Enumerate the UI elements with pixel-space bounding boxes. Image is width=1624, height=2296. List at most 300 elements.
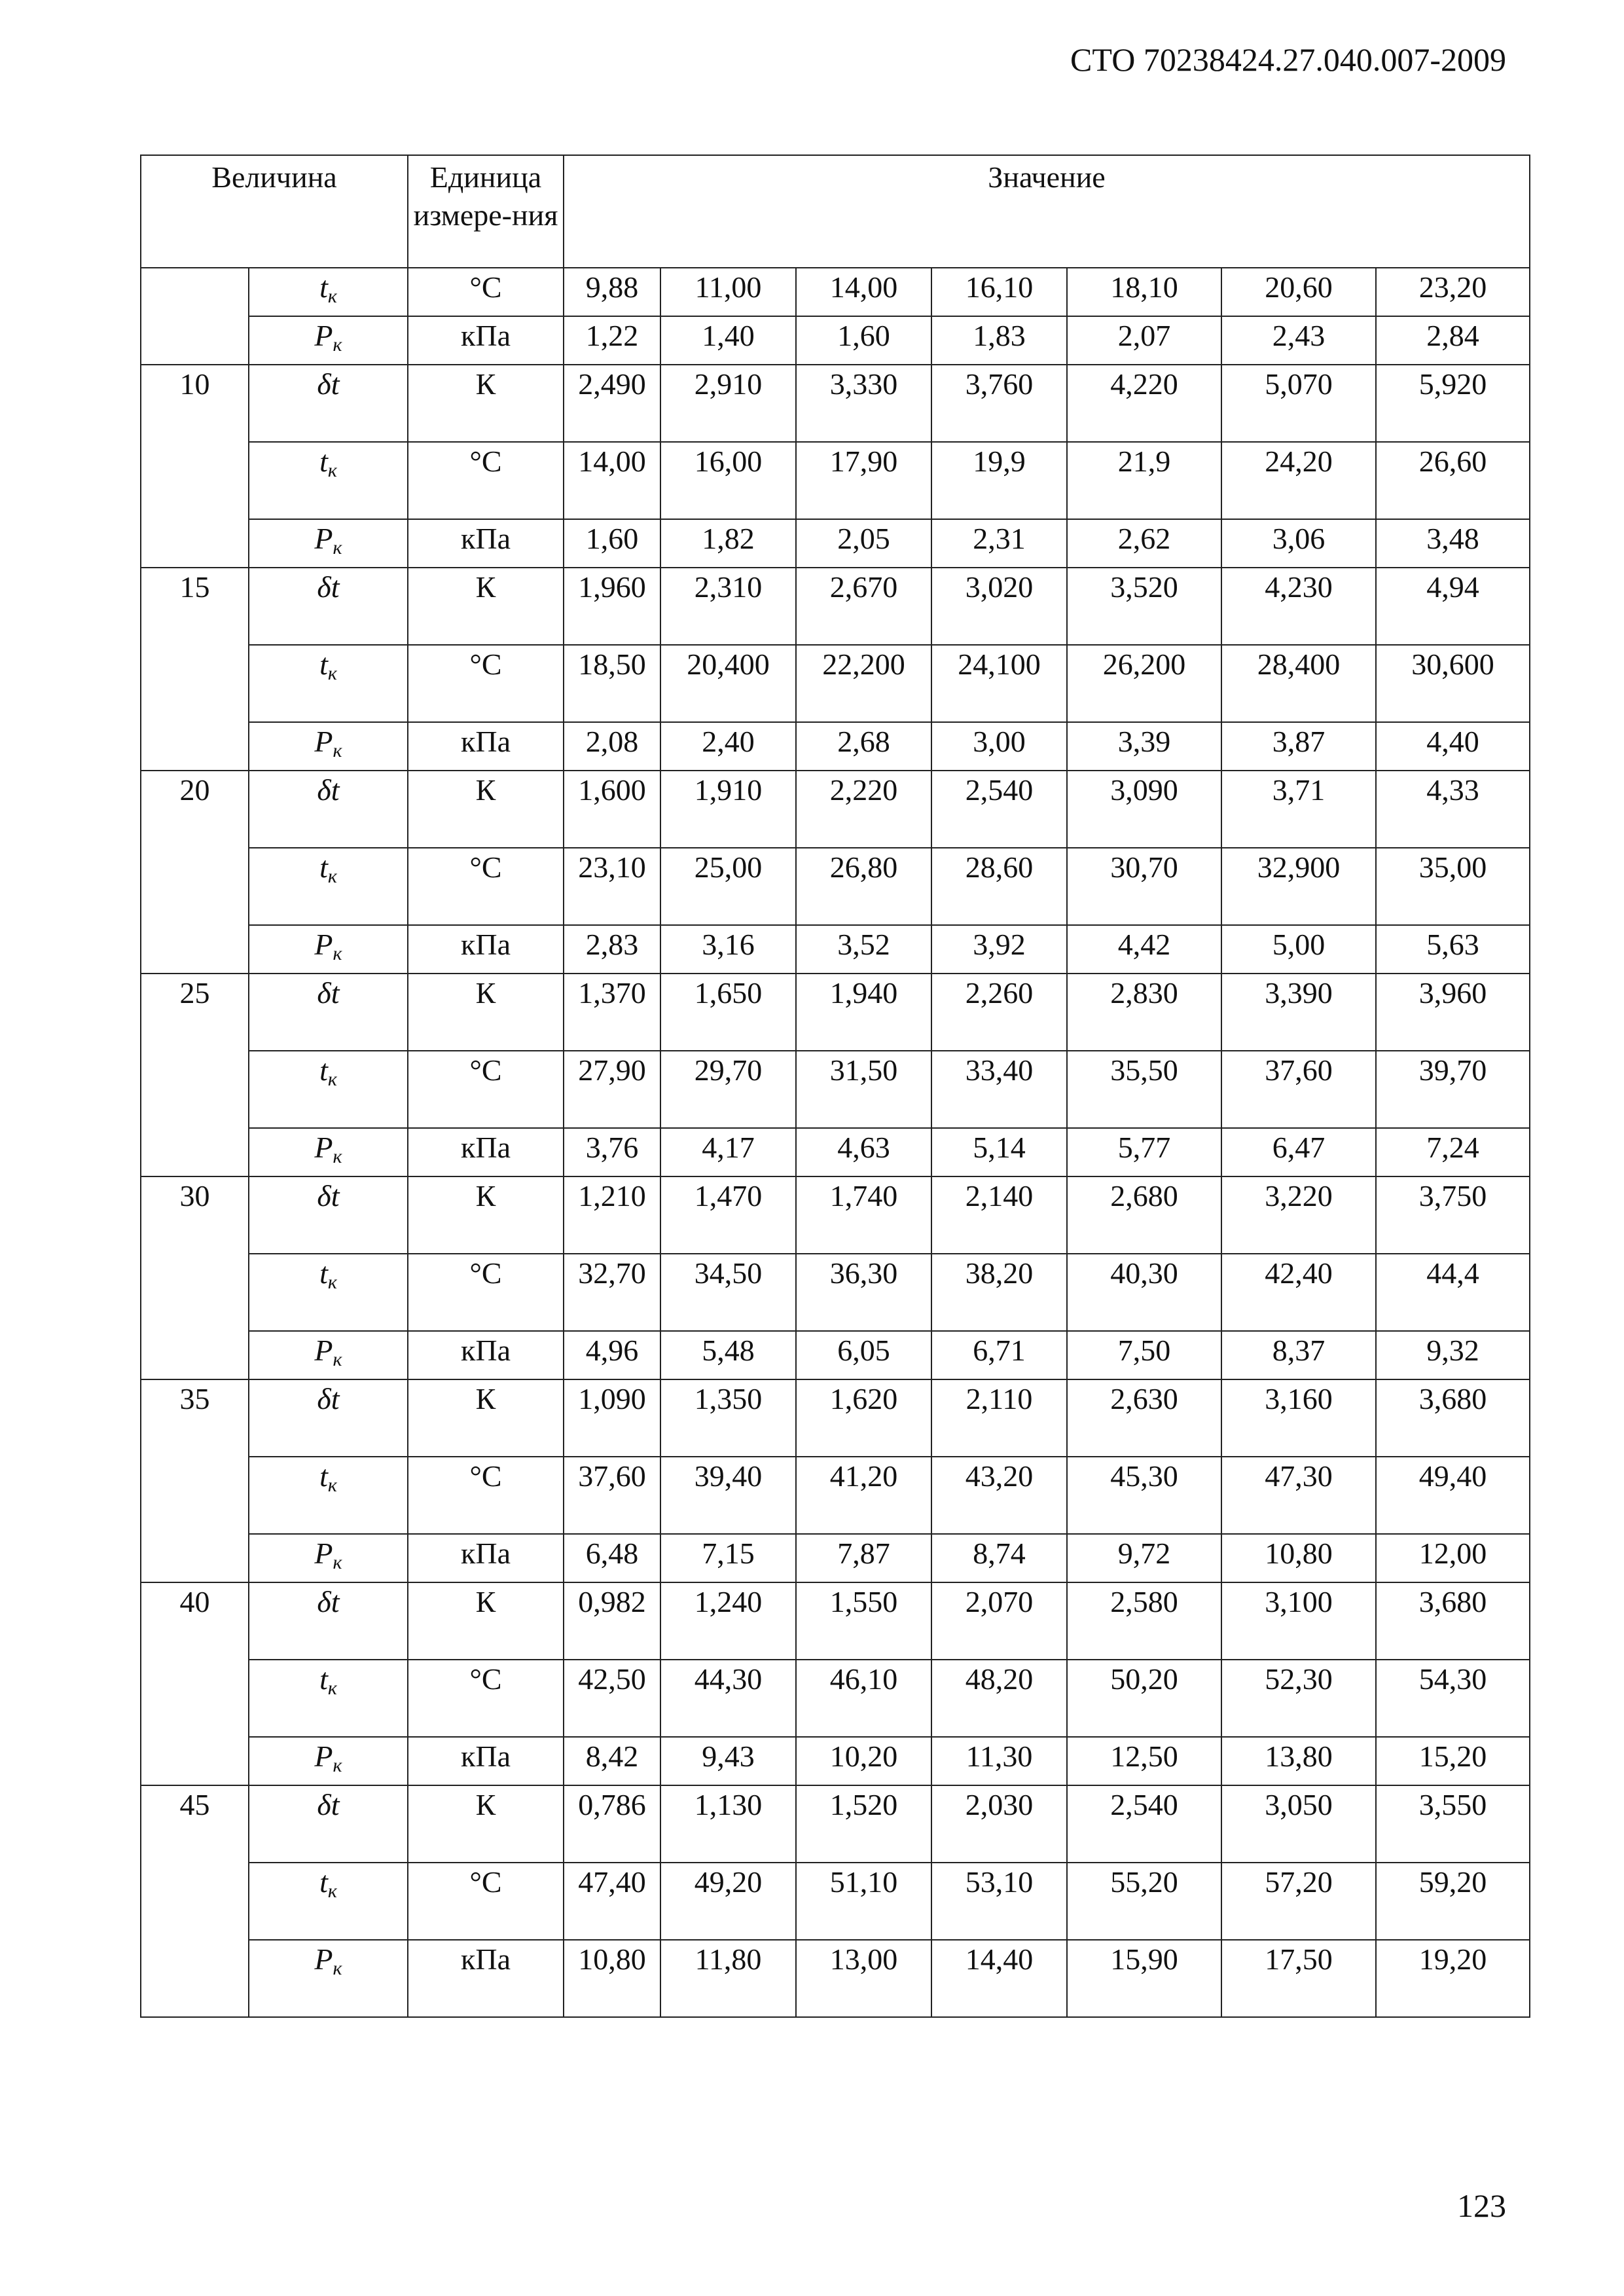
header-unit: Единица измере-ния [408,155,564,268]
value-cell: 2,490 [564,365,660,442]
unit-cell: кПа [408,1128,564,1176]
value-cell: 1,350 [660,1379,796,1457]
symbol-cell [249,1128,408,1176]
symbol-text: t [319,647,328,681]
symbol-cell [249,722,408,771]
symbol-cell [249,1379,408,1457]
value-cell: 2,43 [1221,316,1376,365]
symbol-subscript: к [327,1880,337,1902]
page-number: 123 [1457,2187,1506,2224]
value-cell: 3,550 [1376,1785,1530,1863]
value-cell: 6,05 [796,1331,931,1379]
symbol-text: t [319,1865,328,1899]
value-cell: 28,60 [931,848,1067,925]
symbol-subscript: к [333,1552,342,1573]
symbol-cell [249,268,408,316]
value-cell: 55,20 [1067,1863,1221,1940]
value-cell: 14,40 [931,1940,1067,2017]
value-cell: 2,680 [1067,1176,1221,1254]
value-cell: 3,160 [1221,1379,1376,1457]
table-row [141,1660,1530,1737]
value-cell: 19,9 [931,442,1067,519]
value-cell: 2,580 [1067,1582,1221,1660]
unit-cell: К [408,974,564,1051]
value-cell: 9,88 [564,268,660,316]
value-cell: 1,600 [564,771,660,848]
symbol-text: t [319,1256,328,1290]
symbol-text: δt [317,1585,340,1618]
table-row [141,1051,1530,1128]
value-cell: 9,32 [1376,1331,1530,1379]
value-cell: 6,48 [564,1534,660,1582]
table-row [141,1379,1530,1457]
value-cell: 31,50 [796,1051,931,1128]
value-cell: 1,650 [660,974,796,1051]
value-cell: 15,90 [1067,1940,1221,2017]
value-cell: 35,00 [1376,848,1530,925]
value-cell: 40,30 [1067,1254,1221,1331]
symbol-cell [249,442,408,519]
value-cell: 3,220 [1221,1176,1376,1254]
value-cell: 35,50 [1067,1051,1221,1128]
value-cell: 49,40 [1376,1457,1530,1534]
value-cell: 9,43 [660,1737,796,1785]
value-cell: 7,15 [660,1534,796,1582]
table-row [141,1331,1530,1379]
value-cell: 3,020 [931,568,1067,645]
value-cell: 3,00 [931,722,1067,771]
value-cell: 2,830 [1067,974,1221,1051]
symbol-text: δt [317,976,340,1010]
value-cell: 1,470 [660,1176,796,1254]
symbol-text: t [319,270,328,304]
value-cell: 3,330 [796,365,931,442]
value-cell: 3,390 [1221,974,1376,1051]
symbol-subscript: к [327,285,337,307]
value-cell: 1,960 [564,568,660,645]
symbol-cell [249,1863,408,1940]
value-cell: 26,200 [1067,645,1221,722]
symbol-text: P [314,1740,333,1773]
value-cell: 2,910 [660,365,796,442]
header-quantity: Величина [141,155,408,268]
value-cell: 16,10 [931,268,1067,316]
value-cell: 1,130 [660,1785,796,1863]
group-cell: 15 [141,568,249,771]
value-cell: 1,60 [564,519,660,568]
value-cell: 8,37 [1221,1331,1376,1379]
value-cell: 14,00 [564,442,660,519]
table-row [141,1457,1530,1534]
value-cell: 43,20 [931,1457,1067,1534]
value-cell: 2,68 [796,722,931,771]
value-cell: 3,52 [796,925,931,974]
value-cell: 12,50 [1067,1737,1221,1785]
symbol-text: P [314,1131,333,1164]
value-cell: 2,08 [564,722,660,771]
symbol-text: P [314,1942,333,1976]
value-cell: 37,60 [1221,1051,1376,1128]
symbol-text: δt [317,367,340,401]
unit-cell: К [408,1582,564,1660]
value-cell: 0,982 [564,1582,660,1660]
symbol-subscript: к [333,334,342,355]
symbol-subscript: к [333,1146,342,1167]
unit-cell: °С [408,1051,564,1128]
value-cell: 4,63 [796,1128,931,1176]
symbol-subscript: к [327,1068,337,1090]
value-cell: 12,00 [1376,1534,1530,1582]
value-cell: 1,740 [796,1176,931,1254]
value-cell: 27,90 [564,1051,660,1128]
value-cell: 5,63 [1376,925,1530,974]
value-cell: 2,540 [931,771,1067,848]
symbol-subscript: к [333,1349,342,1370]
symbol-cell [249,1940,408,2017]
value-cell: 2,310 [660,568,796,645]
value-cell: 4,40 [1376,722,1530,771]
value-cell: 3,87 [1221,722,1376,771]
value-cell: 3,71 [1221,771,1376,848]
symbol-text: P [314,725,333,758]
value-cell: 5,070 [1221,365,1376,442]
value-cell: 4,42 [1067,925,1221,974]
table-row [141,442,1530,519]
value-cell: 39,40 [660,1457,796,1534]
unit-cell: К [408,568,564,645]
value-cell: 2,260 [931,974,1067,1051]
value-cell: 3,090 [1067,771,1221,848]
symbol-subscript: к [333,740,342,761]
value-cell: 3,100 [1221,1582,1376,1660]
symbol-cell [249,1331,408,1379]
value-cell: 45,30 [1067,1457,1221,1534]
value-cell: 51,10 [796,1863,931,1940]
value-cell: 54,30 [1376,1660,1530,1737]
table-row [141,268,1530,316]
unit-cell: кПа [408,1331,564,1379]
table-row [141,519,1530,568]
value-cell: 30,70 [1067,848,1221,925]
symbol-cell [249,1582,408,1660]
unit-cell: кПа [408,1940,564,2017]
value-cell: 11,00 [660,268,796,316]
table-row [141,925,1530,974]
value-cell: 23,10 [564,848,660,925]
symbol-subscript: к [327,460,337,481]
table-header-row [141,155,1530,268]
value-cell: 34,50 [660,1254,796,1331]
value-cell: 29,70 [660,1051,796,1128]
value-cell: 3,48 [1376,519,1530,568]
value-cell: 4,230 [1221,568,1376,645]
symbol-text: t [319,1053,328,1087]
value-cell: 2,07 [1067,316,1221,365]
value-cell: 11,30 [931,1737,1067,1785]
value-cell: 48,20 [931,1660,1067,1737]
value-cell: 6,71 [931,1331,1067,1379]
table-row [141,771,1530,848]
value-cell: 24,100 [931,645,1067,722]
value-cell: 5,14 [931,1128,1067,1176]
table-row [141,1128,1530,1176]
value-cell: 3,760 [931,365,1067,442]
symbol-subscript: к [327,1677,337,1699]
value-cell: 13,00 [796,1940,931,2017]
table-row [141,645,1530,722]
value-cell: 3,06 [1221,519,1376,568]
value-cell: 41,20 [796,1457,931,1534]
value-cell: 3,39 [1067,722,1221,771]
value-cell: 0,786 [564,1785,660,1863]
value-cell: 32,900 [1221,848,1376,925]
symbol-text: δt [317,1179,340,1212]
unit-cell: К [408,1785,564,1863]
value-cell: 1,090 [564,1379,660,1457]
table-row [141,1582,1530,1660]
value-cell: 20,400 [660,645,796,722]
table-row [141,1785,1530,1863]
value-cell: 8,42 [564,1737,660,1785]
value-cell: 1,370 [564,974,660,1051]
value-cell: 2,140 [931,1176,1067,1254]
symbol-text: t [319,1662,328,1696]
value-cell: 42,40 [1221,1254,1376,1331]
value-cell: 44,4 [1376,1254,1530,1331]
table-row [141,1534,1530,1582]
group-cell: 20 [141,771,249,974]
symbol-cell [249,1254,408,1331]
value-cell: 17,50 [1221,1940,1376,2017]
unit-cell: К [408,365,564,442]
symbol-cell [249,925,408,974]
value-cell: 8,74 [931,1534,1067,1582]
table-row [141,1940,1530,2017]
unit-cell: кПа [408,1534,564,1582]
group-cell: 25 [141,974,249,1176]
value-cell: 1,240 [660,1582,796,1660]
value-cell: 2,83 [564,925,660,974]
table-row [141,1737,1530,1785]
unit-cell: кПа [408,316,564,365]
value-cell: 21,9 [1067,442,1221,519]
value-cell: 1,60 [796,316,931,365]
table-row [141,1254,1530,1331]
value-cell: 4,96 [564,1331,660,1379]
data-table-container [140,155,1530,2018]
value-cell: 15,20 [1376,1737,1530,1785]
group-cell: 40 [141,1582,249,1785]
unit-cell: °С [408,442,564,519]
value-cell: 2,030 [931,1785,1067,1863]
value-cell: 24,20 [1221,442,1376,519]
unit-cell: °С [408,1863,564,1940]
value-cell: 16,00 [660,442,796,519]
value-cell: 5,77 [1067,1128,1221,1176]
unit-cell: кПа [408,519,564,568]
symbol-subscript: к [333,1958,342,1979]
value-cell: 1,550 [796,1582,931,1660]
value-cell: 2,540 [1067,1785,1221,1863]
unit-cell: К [408,771,564,848]
symbol-cell [249,771,408,848]
symbol-subscript: к [327,866,337,887]
value-cell: 2,220 [796,771,931,848]
value-cell: 3,16 [660,925,796,974]
unit-cell: кПа [408,1737,564,1785]
unit-cell: °С [408,268,564,316]
value-cell: 50,20 [1067,1660,1221,1737]
unit-cell: К [408,1379,564,1457]
symbol-subscript: к [327,663,337,684]
value-cell: 1,22 [564,316,660,365]
table-row [141,365,1530,442]
value-cell: 2,070 [931,1582,1067,1660]
value-cell: 57,20 [1221,1863,1376,1940]
value-cell: 7,24 [1376,1128,1530,1176]
value-cell: 3,960 [1376,974,1530,1051]
data-table [140,155,1530,2018]
value-cell: 44,30 [660,1660,796,1737]
unit-cell: °С [408,848,564,925]
value-cell: 3,750 [1376,1176,1530,1254]
symbol-cell [249,316,408,365]
value-cell: 53,10 [931,1863,1067,1940]
symbol-text: P [314,928,333,961]
value-cell: 7,87 [796,1534,931,1582]
value-cell: 39,70 [1376,1051,1530,1128]
table-row [141,1176,1530,1254]
value-cell: 32,70 [564,1254,660,1331]
value-cell: 1,620 [796,1379,931,1457]
symbol-text: P [314,1537,333,1570]
table-row [141,848,1530,925]
value-cell: 3,520 [1067,568,1221,645]
symbol-cell [249,1176,408,1254]
symbol-cell [249,365,408,442]
value-cell: 33,40 [931,1051,1067,1128]
table-row [141,1863,1530,1940]
table-row [141,316,1530,365]
symbol-cell [249,1457,408,1534]
value-cell: 46,10 [796,1660,931,1737]
group-cell: 30 [141,1176,249,1379]
symbol-text: t [319,1459,328,1493]
value-cell: 2,40 [660,722,796,771]
symbol-cell [249,645,408,722]
value-cell: 3,680 [1376,1379,1530,1457]
value-cell: 49,20 [660,1863,796,1940]
value-cell: 18,50 [564,645,660,722]
header-value: Значение [564,155,1530,268]
value-cell: 13,80 [1221,1737,1376,1785]
value-cell: 47,40 [564,1863,660,1940]
value-cell: 4,220 [1067,365,1221,442]
symbol-text: δt [317,1788,340,1821]
symbol-text: t [319,445,328,478]
value-cell: 10,80 [564,1940,660,2017]
symbol-text: t [319,850,328,884]
value-cell: 59,20 [1376,1863,1530,1940]
symbol-subscript: к [327,1271,337,1293]
unit-cell: К [408,1176,564,1254]
table-body [141,268,1530,2017]
symbol-subscript: к [333,537,342,558]
value-cell: 5,48 [660,1331,796,1379]
group-cell: 10 [141,365,249,568]
value-cell: 2,31 [931,519,1067,568]
unit-cell: кПа [408,722,564,771]
value-cell: 7,50 [1067,1331,1221,1379]
value-cell: 2,630 [1067,1379,1221,1457]
value-cell: 1,83 [931,316,1067,365]
value-cell: 10,20 [796,1737,931,1785]
unit-cell: °С [408,1457,564,1534]
value-cell: 2,62 [1067,519,1221,568]
value-cell: 19,20 [1376,1940,1530,2017]
symbol-subscript: к [333,1755,342,1776]
unit-cell: кПа [408,925,564,974]
value-cell: 1,40 [660,316,796,365]
value-cell: 14,00 [796,268,931,316]
value-cell: 3,680 [1376,1582,1530,1660]
value-cell: 25,00 [660,848,796,925]
unit-cell: °С [408,1660,564,1737]
value-cell: 17,90 [796,442,931,519]
symbol-cell [249,519,408,568]
value-cell: 1,910 [660,771,796,848]
table-row [141,974,1530,1051]
value-cell: 4,17 [660,1128,796,1176]
value-cell: 42,50 [564,1660,660,1737]
value-cell: 3,050 [1221,1785,1376,1863]
symbol-text: δt [317,1382,340,1415]
symbol-text: P [314,319,333,352]
group-cell [141,268,249,365]
value-cell: 18,10 [1067,268,1221,316]
value-cell: 1,940 [796,974,931,1051]
symbol-cell [249,568,408,645]
value-cell: 26,80 [796,848,931,925]
group-cell: 45 [141,1785,249,2017]
symbol-subscript: к [333,943,342,964]
symbol-cell [249,1051,408,1128]
value-cell: 9,72 [1067,1534,1221,1582]
symbol-text: δt [317,570,340,604]
symbol-text: P [314,522,333,555]
value-cell: 47,30 [1221,1457,1376,1534]
value-cell: 4,33 [1376,771,1530,848]
symbol-cell [249,1534,408,1582]
value-cell: 10,80 [1221,1534,1376,1582]
symbol-cell [249,1737,408,1785]
value-cell: 2,110 [931,1379,1067,1457]
value-cell: 30,600 [1376,645,1530,722]
value-cell: 4,94 [1376,568,1530,645]
value-cell: 38,20 [931,1254,1067,1331]
symbol-cell [249,974,408,1051]
value-cell: 1,520 [796,1785,931,1863]
value-cell: 3,76 [564,1128,660,1176]
symbol-cell [249,848,408,925]
symbol-subscript: к [327,1474,337,1496]
table-row [141,722,1530,771]
value-cell: 36,30 [796,1254,931,1331]
value-cell: 23,20 [1376,268,1530,316]
value-cell: 3,92 [931,925,1067,974]
value-cell: 5,00 [1221,925,1376,974]
group-cell: 35 [141,1379,249,1582]
